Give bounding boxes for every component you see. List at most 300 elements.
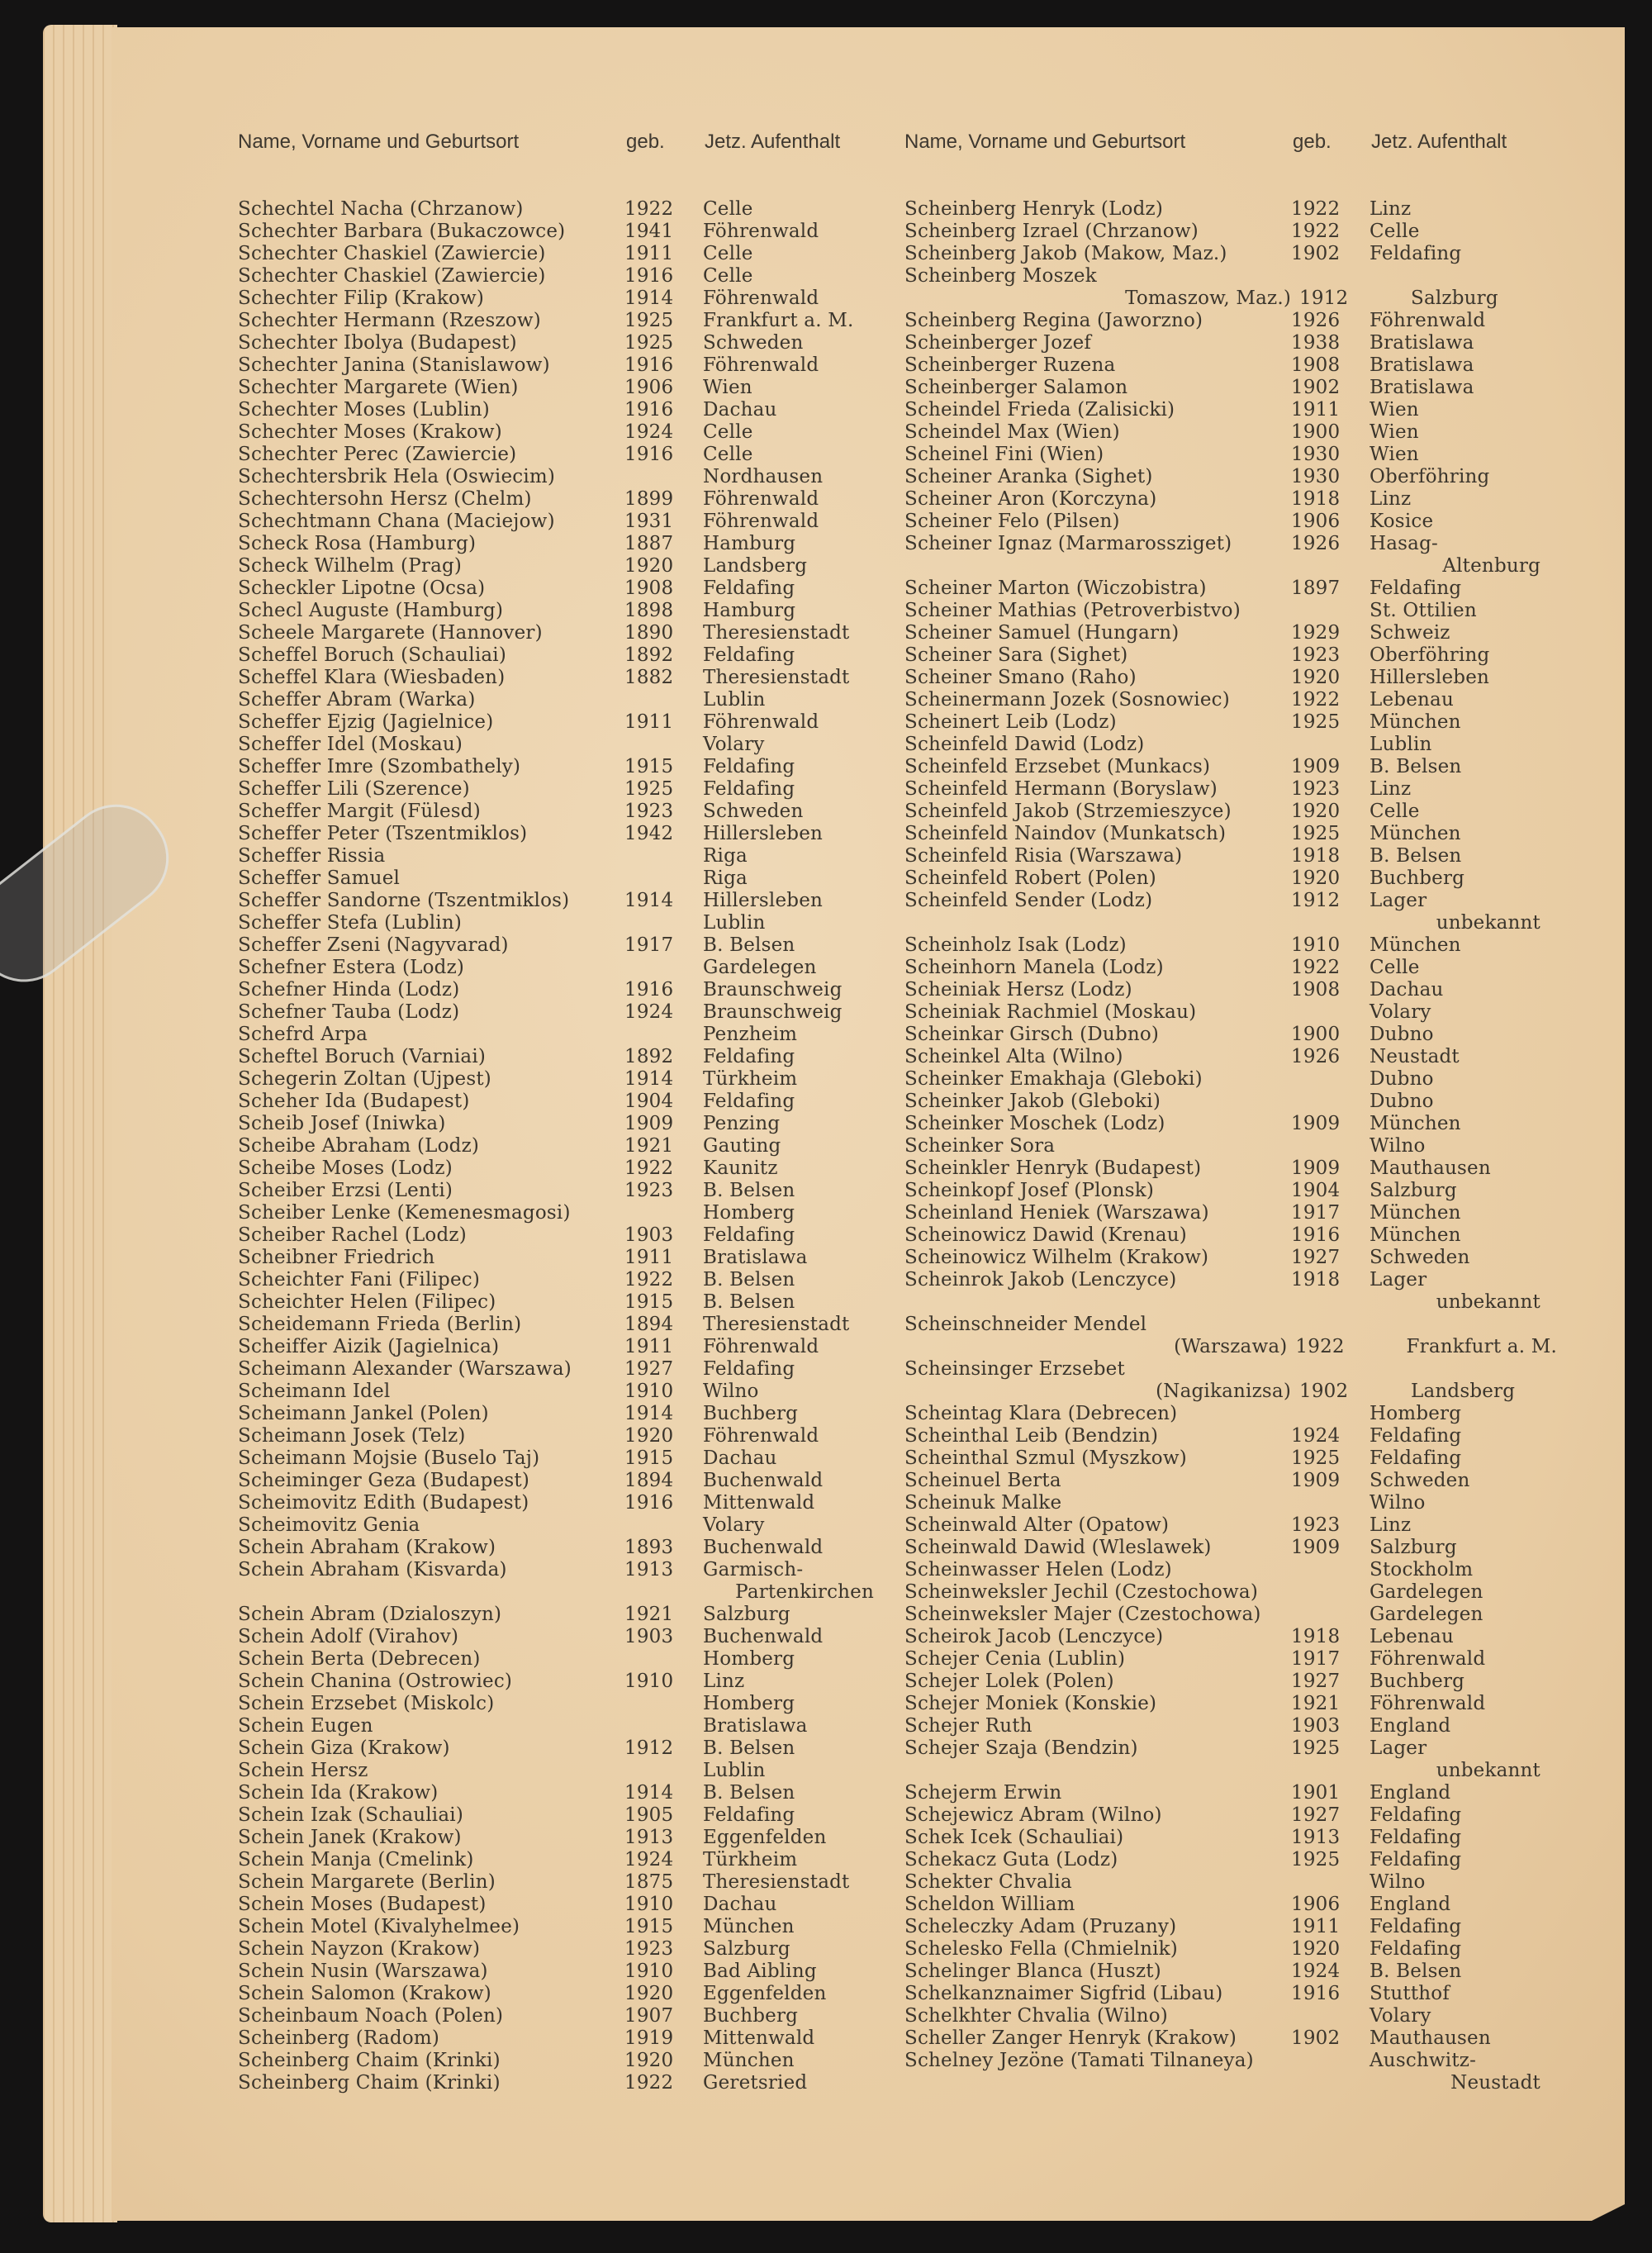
entry-name: Schechter Moses (Krakow) — [238, 421, 502, 443]
entry-name-continuation: (Warszawa) — [1174, 1336, 1288, 1357]
entry-location: Feldafing — [1370, 1447, 1462, 1469]
entry-name: Scheinel Fini (Wien) — [904, 444, 1104, 465]
entry-row — [904, 644, 1557, 667]
entry-location: Bratislawa — [703, 1247, 808, 1268]
entry-location: Gardelegen — [1370, 1604, 1483, 1625]
entry-born: 1925 — [1291, 823, 1341, 844]
entry-name: Scheffer Peter (Tszentmiklos) — [238, 823, 528, 844]
entry-born: 1905 — [624, 1804, 674, 1826]
entry-born: 1918 — [1291, 845, 1341, 867]
entry-name: Scheiner Ignaz (Marmarossziget) — [904, 533, 1232, 554]
entry-row — [904, 1693, 1557, 1715]
entry-location: Linz — [1370, 488, 1412, 510]
entry-born: 1902 — [1291, 243, 1341, 264]
entry-row — [904, 600, 1557, 622]
entry-location: Föhrenwald — [703, 1425, 819, 1447]
entry-row — [238, 1559, 890, 1581]
entry-name: Scheiner Marton (Wiczobistra) — [904, 578, 1207, 599]
entry-row — [904, 1849, 1557, 1871]
entry-born — [624, 867, 703, 890]
entry-name: Scheiniak Hersz (Lodz) — [904, 979, 1132, 1001]
entry-born: 1914 — [624, 1782, 674, 1804]
entry-born: 1920 — [1291, 867, 1341, 889]
entry-born: 1906 — [624, 377, 674, 398]
entry-born — [1291, 1135, 1370, 1157]
entry-row — [238, 332, 890, 354]
entry-row — [904, 578, 1557, 600]
entry-born: 1941 — [624, 221, 674, 242]
entry-name: Scheffer Idel (Moskau) — [238, 734, 463, 755]
entry-location: München — [703, 1916, 795, 1937]
entry-name: Scheffer Samuel — [238, 867, 401, 889]
entry-born — [624, 1648, 703, 1671]
entry-name: Schein Adolf (Virahov) — [238, 1626, 459, 1647]
entry-location: Bratislawa — [1370, 332, 1474, 354]
entry-location: Feldafing — [1370, 1827, 1462, 1848]
entry-location: Hillersleben — [1370, 667, 1490, 688]
entry-born — [624, 734, 703, 756]
entry-location: Celle — [1370, 221, 1420, 242]
entry-born: 1927 — [1291, 1671, 1341, 1692]
entry-born: 1915 — [624, 1447, 674, 1469]
entry-born: 1913 — [624, 1559, 674, 1580]
entry-row — [904, 1648, 1557, 1671]
entry-name: Scheimann Idel — [238, 1381, 391, 1402]
entry-row — [904, 399, 1557, 421]
entry-location: Feldafing — [703, 1091, 795, 1112]
entry-location-continuation-row — [904, 2072, 1557, 2094]
entry-location: Schweiz — [1370, 622, 1450, 644]
entry-born: 1931 — [624, 511, 674, 532]
entry-born: 1894 — [624, 1470, 674, 1491]
entry-location: Feldafing — [703, 1358, 795, 1380]
entry-name: Scheinthal Szmul (Myszkow) — [904, 1447, 1187, 1469]
entry-location: Bad Aibling — [703, 1961, 817, 1982]
entry-location: Wilno — [703, 1381, 759, 1402]
entry-born: 1919 — [624, 2027, 674, 2049]
entry-born — [1291, 1492, 1370, 1514]
entry-row — [904, 377, 1557, 399]
entry-row — [238, 1403, 890, 1425]
entry-location: Salzburg — [1370, 1180, 1457, 1201]
entry-location: Feldafing — [1370, 1916, 1462, 1937]
entry-born: 1911 — [624, 711, 674, 733]
entry-born: 1916 — [624, 979, 674, 1001]
entry-row — [904, 1626, 1557, 1648]
entry-row — [904, 1737, 1557, 1760]
entry-location: Föhrenwald — [703, 221, 819, 242]
entry-name: Scheinfeld Robert (Polen) — [904, 867, 1156, 889]
entry-location: Schweden — [1370, 1247, 1470, 1268]
entry-row — [904, 1269, 1557, 1291]
entry-born: 1910 — [624, 1671, 674, 1692]
spacer — [904, 912, 1291, 934]
entry-name: Schechter Hermann (Rzeszow) — [238, 310, 541, 331]
entry-location: Mauthausen — [1370, 2027, 1491, 2049]
entry-row — [904, 1983, 1557, 2005]
entry-location: Gardelegen — [703, 957, 817, 978]
header-name: Name, Vorname und Geburtsort — [904, 131, 1186, 153]
entry-born: 1890 — [624, 622, 674, 644]
entry-row — [238, 2027, 890, 2050]
entry-location: Braunschweig — [703, 1001, 843, 1023]
entry-name: Schein Motel (Kivalyhelmee) — [238, 1916, 520, 1937]
entry-location: Buchenwald — [703, 1470, 824, 1491]
entry-location: Celle — [703, 421, 753, 443]
entry-location: Schweden — [703, 801, 804, 822]
entry-born: 1915 — [624, 1291, 674, 1313]
entry-location: Landsberg — [1411, 1381, 1516, 1402]
entry-location: Wilno — [1370, 1135, 1426, 1157]
entry-born: 1901 — [1291, 1782, 1341, 1804]
entry-born: 1909 — [624, 1113, 674, 1134]
entry-born: 1938 — [1291, 332, 1341, 354]
entry-location: Theresienstadt — [703, 1871, 850, 1893]
entry-born — [1291, 1314, 1370, 1336]
entry-row — [904, 667, 1557, 689]
entry-name: Schefrd Arpa — [238, 1024, 368, 1045]
entry-born — [624, 1715, 703, 1737]
entry-location: England — [1370, 1782, 1451, 1804]
entry-born: 1917 — [624, 934, 674, 956]
entry-name: Scheinwasser Helen (Lodz) — [904, 1559, 1172, 1580]
entry-name: Scheinfeld Dawid (Lodz) — [904, 734, 1145, 755]
entry-born — [1291, 2005, 1370, 2027]
entry-location: Schweden — [703, 332, 804, 354]
entry-location: Türkheim — [703, 1068, 798, 1090]
entry-name: Scheinberg Jakob (Makow, Maz.) — [904, 243, 1227, 264]
entry-born: 1914 — [624, 1403, 674, 1424]
entry-row — [238, 979, 890, 1001]
entry-row — [238, 890, 890, 912]
entry-row — [238, 1068, 890, 1091]
entry-row — [238, 1024, 890, 1046]
entry-born — [1291, 1068, 1370, 1091]
entry-name: Schelesko Fella (Chmielnik) — [904, 1938, 1178, 1960]
entry-name: Scheinberg Chaim (Krinki) — [238, 2050, 501, 2071]
entry-row — [238, 533, 890, 555]
entry-location: Homberg — [703, 1693, 795, 1714]
entry-name: Scheichter Helen (Filipec) — [238, 1291, 496, 1313]
entry-born: 1902 — [1299, 1381, 1349, 1402]
entry-name: Scheinfeld Risia (Warszawa) — [904, 845, 1183, 867]
entry-row — [238, 867, 890, 890]
entry-name: Scheinowicz Wilhelm (Krakow) — [904, 1247, 1209, 1268]
entry-row — [904, 957, 1557, 979]
entry-location: Feldafing — [1370, 243, 1462, 264]
entry-row — [904, 1202, 1557, 1224]
entry-location: Hillersleben — [703, 823, 824, 844]
entry-location: Dubno — [1370, 1068, 1434, 1090]
entry-row — [238, 1626, 890, 1648]
entry-location: Frankfurt a. M. — [703, 310, 854, 331]
entry-location: München — [1370, 711, 1461, 733]
entry-location: Lager — [1370, 890, 1427, 911]
entry-location: Theresienstadt — [703, 1314, 850, 1335]
entry-location: Salzburg — [703, 1938, 790, 1960]
entry-row — [904, 198, 1557, 221]
entry-location: Lublin — [1370, 734, 1432, 755]
entry-row — [238, 1514, 890, 1537]
entry-name: Schefner Tauba (Lodz) — [238, 1001, 460, 1023]
entry-name: Schejer Moniek (Konskie) — [904, 1693, 1157, 1714]
entry-row — [238, 1358, 890, 1381]
entry-row — [904, 1024, 1557, 1046]
entry-location: B. Belsen — [703, 934, 795, 956]
entry-name: Scheinker Jakob (Gleboki) — [904, 1091, 1161, 1112]
entry-name: Schefner Hinda (Lodz) — [238, 979, 460, 1001]
entry-row — [904, 2050, 1557, 2072]
entry-location: Buchberg — [1370, 867, 1465, 889]
entry-row — [238, 778, 890, 801]
entry-name: Schechter Janina (Stanislawow) — [238, 354, 550, 376]
entry-location: Buchberg — [703, 1403, 799, 1424]
entry-location: B. Belsen — [1370, 845, 1462, 867]
entry-location-continuation-row — [238, 1581, 890, 1604]
entry-name: Scheinweksler Jechil (Czestochowa) — [904, 1581, 1258, 1603]
entry-row — [238, 555, 890, 578]
entry-name: Schein Erzsebet (Miskolc) — [238, 1693, 495, 1714]
entry-row — [238, 1961, 890, 1983]
entry-location — [1370, 1358, 1557, 1381]
entry-name: Scheffer Margit (Fülesd) — [238, 801, 481, 822]
entry-born — [1291, 1001, 1370, 1024]
entry-row — [238, 1180, 890, 1202]
entry-name: Scheffer Sandorne (Tszentmiklos) — [238, 890, 570, 911]
entry-row — [238, 1648, 890, 1671]
entry-name: Scheffer Zseni (Nagyvarad) — [238, 934, 509, 956]
entry-name: Scheffer Imre (Szombathely) — [238, 756, 521, 777]
entry-row — [238, 1046, 890, 1068]
entry-row — [904, 1224, 1557, 1247]
entry-row — [238, 1760, 890, 1782]
entry-name: Scheiner Smano (Raho) — [904, 667, 1137, 688]
entry-name: Schecl Auguste (Hamburg) — [238, 600, 504, 621]
entry-born — [1291, 600, 1370, 622]
page-corner — [1592, 2204, 1625, 2221]
entry-name: Scheimann Mojsie (Buselo Taj) — [238, 1447, 540, 1469]
entry-name: Scheller Zanger Henryk (Krakow) — [904, 2027, 1237, 2049]
entry-name: Schechtel Nacha (Chrzanow) — [238, 198, 524, 220]
spacer — [238, 1581, 624, 1604]
entry-name: Schein Nayzon (Krakow) — [238, 1938, 481, 1960]
entry-born: 1922 — [1291, 198, 1341, 220]
entry-born: 1909 — [1291, 756, 1341, 777]
entry-location: München — [1370, 1113, 1461, 1134]
entry-location: Föhrenwald — [703, 288, 819, 309]
entry-name: Scheinrok Jakob (Lenczyce) — [904, 1269, 1177, 1290]
header-name: Name, Vorname und Geburtsort — [238, 131, 520, 153]
entry-location: Föhrenwald — [1370, 1693, 1486, 1714]
entry-name: Scheimann Josek (Telz) — [238, 1425, 466, 1447]
entry-row — [238, 488, 890, 511]
entry-name: Scheiner Aranka (Sighet) — [904, 466, 1153, 487]
entry-row — [238, 354, 890, 377]
entry-born: 1942 — [624, 823, 674, 844]
entry-row — [904, 711, 1557, 734]
entry-row — [904, 444, 1557, 466]
entry-born: 1927 — [1291, 1247, 1341, 1268]
entry-row — [904, 778, 1557, 801]
entry-row — [238, 622, 890, 644]
entry-location: Wien — [703, 377, 752, 398]
entry-row — [238, 1291, 890, 1314]
entry-row — [238, 1804, 890, 1827]
entry-location: B. Belsen — [703, 1782, 795, 1804]
entry-location: Homberg — [703, 1648, 795, 1670]
entry-born: 1927 — [1291, 1804, 1341, 1826]
entry-location: Kosice — [1370, 511, 1434, 532]
left-column — [238, 131, 890, 2094]
entry-name: Schechtersbrik Hela (Oswiecim) — [238, 466, 556, 487]
entry-born: 1922 — [624, 198, 674, 220]
entry-born: 1925 — [624, 332, 674, 354]
entry-born: 1920 — [624, 2050, 674, 2071]
entry-location: Feldafing — [1370, 1849, 1462, 1870]
entry-born: 1920 — [624, 555, 674, 577]
entry-born — [1291, 1091, 1370, 1113]
entry-row — [238, 1827, 890, 1849]
entry-born: 1892 — [624, 644, 674, 666]
entry-name: Schekacz Guta (Lodz) — [904, 1849, 1118, 1870]
entry-location: Hamburg — [703, 600, 796, 621]
entry-name: Scheinthal Leib (Bendzin) — [904, 1425, 1159, 1447]
entry-name: Schejerm Erwin — [904, 1782, 1062, 1804]
entry-location: Föhrenwald — [1370, 310, 1486, 331]
entry-location: Buchberg — [1370, 1671, 1465, 1692]
entry-row — [904, 1447, 1557, 1470]
entry-born: 1903 — [624, 1626, 674, 1647]
entry-row — [904, 1247, 1557, 1269]
entry-row — [238, 1425, 890, 1447]
entry-location: Lebenau — [1370, 689, 1454, 711]
entry-row — [904, 1157, 1557, 1180]
entry-row — [904, 1938, 1557, 1961]
entry-name: Scheinhorn Manela (Lodz) — [904, 957, 1164, 978]
entry-name: Scheibner Friedrich — [238, 1247, 435, 1268]
spacer — [1291, 1291, 1370, 1314]
entry-name: Schechtmann Chana (Maciejow) — [238, 511, 555, 532]
entry-row — [238, 1314, 890, 1336]
column-header — [238, 131, 890, 164]
entry-born: 1875 — [624, 1871, 674, 1893]
entry-location: England — [1370, 1894, 1451, 1915]
entry-row — [238, 600, 890, 622]
entry-row — [904, 1537, 1557, 1559]
entry-born: 1925 — [1291, 711, 1341, 733]
entry-born: 1911 — [1291, 399, 1341, 421]
entry-born: 1910 — [624, 1961, 674, 1982]
entry-name: Scheiner Felo (Pilsen) — [904, 511, 1120, 532]
entry-location: Föhrenwald — [703, 1336, 819, 1357]
entry-row — [238, 1693, 890, 1715]
entry-born: 1906 — [1291, 1894, 1341, 1915]
entry-name: Scheiner Aron (Korczyna) — [904, 488, 1157, 510]
entry-location: B. Belsen — [1370, 756, 1462, 777]
entry-row — [904, 1715, 1557, 1737]
entry-name: Schejer Ruth — [904, 1715, 1032, 1737]
entry-name: Scheiber Lenke (Kemenesmagosi) — [238, 1202, 571, 1224]
entry-name: Scheiminger Geza (Budapest) — [238, 1470, 530, 1491]
entry-location: B. Belsen — [703, 1737, 795, 1759]
entry-row — [238, 644, 890, 667]
entry-name: Scheib Josef (Iniwka) — [238, 1113, 446, 1134]
spacer — [624, 1581, 703, 1604]
entry-location: Geretsried — [703, 2072, 808, 2094]
entry-row — [904, 823, 1557, 845]
entry-name: Scheffer Ejzig (Jagielnice) — [238, 711, 494, 733]
spacer — [904, 2072, 1291, 2094]
entry-name-continuation: (Nagikanizsa) — [1156, 1381, 1291, 1402]
entry-name: Scheffer Abram (Warka) — [238, 689, 476, 711]
entry-row — [238, 578, 890, 600]
entry-row — [904, 1804, 1557, 1827]
entry-name: Scheinbaum Noach (Polen) — [238, 2005, 504, 2027]
entry-born: 1916 — [1291, 1983, 1341, 2004]
entry-born: 1909 — [1291, 1537, 1341, 1558]
entry-born: 1916 — [624, 444, 674, 465]
entry-born: 1912 — [1291, 890, 1341, 911]
entry-name: Scheinschneider Mendel — [904, 1314, 1147, 1335]
entry-name: Scheffer Lili (Szerence) — [238, 778, 470, 800]
entry-name: Scheirok Jacob (Lenczyce) — [904, 1626, 1164, 1647]
entry-location: Mittenwald — [703, 2027, 815, 2049]
entry-name: Scheinkopf Josef (Plonsk) — [904, 1180, 1155, 1201]
entry-name: Schelinger Blanca (Huszt) — [904, 1961, 1161, 1982]
entry-row — [904, 1135, 1557, 1157]
entry-location: Kaunitz — [703, 1157, 778, 1179]
entry-born: 1916 — [624, 399, 674, 421]
entry-location: B. Belsen — [703, 1180, 795, 1201]
entry-location: Gardelegen — [1370, 1581, 1483, 1603]
entry-born: 1912 — [1299, 288, 1349, 309]
entry-born — [1291, 1358, 1370, 1381]
entry-location: Celle — [703, 198, 753, 220]
entry-location: B. Belsen — [703, 1269, 795, 1290]
entry-name: Scheinfeld Erzsebet (Munkacs) — [904, 756, 1211, 777]
entry-location-continuation: Neustadt — [1450, 2072, 1540, 2094]
entry-born: 1923 — [1291, 1514, 1341, 1536]
entry-row — [238, 2050, 890, 2072]
entry-row — [238, 1091, 890, 1113]
entry-born: 1924 — [624, 1001, 674, 1023]
entry-born — [1291, 1403, 1370, 1425]
entry-name: Scheintag Klara (Debrecen) — [904, 1403, 1178, 1424]
entry-born: 1917 — [1291, 1202, 1341, 1224]
entry-row — [904, 511, 1557, 533]
entry-location-continuation: Partenkirchen — [735, 1581, 874, 1603]
entry-born: 1926 — [1291, 533, 1341, 554]
entry-location: Lublin — [703, 912, 766, 934]
entry-born: 1920 — [624, 1425, 674, 1447]
entry-location-continuation-row — [904, 912, 1557, 934]
entry-born: 1909 — [1291, 1157, 1341, 1179]
entry-name: Schechter Chaskiel (Zawiercie) — [238, 243, 546, 264]
entry-name: Scheichter Fani (Filipec) — [238, 1269, 481, 1290]
entry-row — [904, 1827, 1557, 1849]
entry-born: 1913 — [624, 1827, 674, 1848]
entry-location: Wien — [1370, 399, 1419, 421]
entry-row — [238, 957, 890, 979]
entry-name: Schechter Margarete (Wien) — [238, 377, 519, 398]
entry-row — [238, 310, 890, 332]
entry-row — [904, 1180, 1557, 1202]
entry-location: England — [1370, 1715, 1451, 1737]
entry-list — [238, 198, 890, 2094]
entry-row — [238, 756, 890, 778]
entry-born: 1923 — [624, 801, 674, 822]
entry-name: Schein Giza (Krakow) — [238, 1737, 450, 1759]
